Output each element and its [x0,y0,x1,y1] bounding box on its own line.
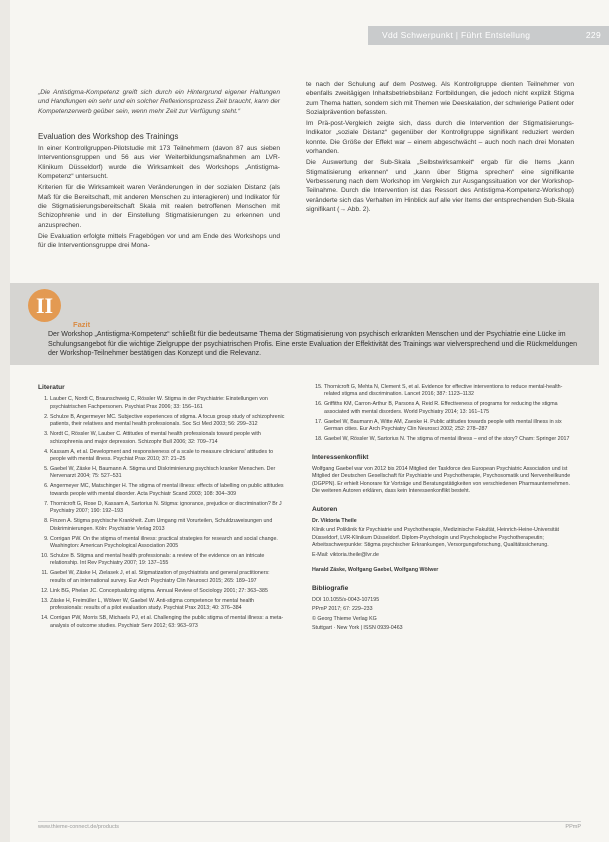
fazit-text: Der Workshop „Antistigma-Kompetenz“ schließt für die bedeutsame Thema der Stigmatisierung von psychisch erkrankten Menschen und der Psychiatrie eine Lücke im Schulungsangebot für die wichtige Zielgruppe der psychiatrischen Profis. Eine erste Evaluation der Effektivität des Trainings war vielversprechend und die Rückmeldungen der Workshop-Teilnehmer bestätigen das Konzept und die Relevanz. [48,331,578,358]
paragraph: Kriterien für die Wirksamkeit waren Veränderungen in der sozialen Distanz (als Maß für die Bereitschaft, mit anderen Menschen zu interagieren) und Indikator für die Stigmatisierungsbereitschaft Skala mit realen betroffenen Menschen mit Schizophrenie und in der Einstellung Stigmatisierungen zu erkennen und anzusprechen. [38,184,280,229]
bibliography-line: © Georg Thieme Verlag KG [312,615,377,622]
right-column [306,80,574,216]
reference-item: 11. Gaebel W, Zäske H, Zielasek J, et al. Stigmatization of psychiatrists and general practitioners: results of an international survey. Eur Arch Psychiatry Clin Neurosci 2015; 265: 189–197 [50,570,286,585]
bibliography-line: Stuttgart · New York | ISSN 0939-0463 [312,625,403,632]
paragraph: Die Auswertung der Sub-Skala „Selbstwirksamkeit“ ergab für die Items „kann Stigmatisierung erkennen“ und „kann über Stigma sprechen“ eine signifikante Verbesserung nach dem Workshop im Vergleich zur Ausgangssituation vor der Workshop-Teilnahme. Durch die Intervention ist das Ressort des Antistigma-Kompetenz-Workshop) veränderte sich das Verhalten im Hinblick auf alle vier Items der entsprechenden Sub-Skala signifikant (→ Abb. 2). [306,159,574,213]
literature-left [38,384,286,633]
reference-item: 10. Schulze B. Stigma and mental health professionals: a review of the evidence on an intricate relationship. Int Rev Psychiatry 2007; 19: 137–155 [50,553,286,568]
page-footer [38,821,581,833]
literature-right [312,384,574,635]
reference-item: 1. Lauber C, Nordt C, Braunschweig C, Rössler W. Stigma in der Psychiatrie: Einstellungen von psychiatrischen Fachpersonen. Psychiat Prax 2006; 33: 156–161 [50,396,286,411]
paragraph: te nach der Schulung auf dem Postweg. Als Kontrollgruppe dienten Teilnehmer von ebenfalls zweitägigen Inhaltsbetriebsbilanz Fortbildungen, die jedoch nicht explizit Stigma zum Thema hatten, sondern sich mit Themen wie Deeskalation, der schwierige Patient oder Sozialprävention befassten. [306,81,574,116]
page-number: 229 [585,30,601,40]
paragraph: Im Prä-post-Vergleich zeigte sich, dass durch die Intervention der Stigmatisierungs-Indikator „soziale Distanz“ gegenüber der Kontrollgruppe signifikant reduziert werden konnte. Die Größe der Effekt war – einem abgeschwächt – auch noch nach drei Monaten vorhanden. [306,120,574,156]
reference-item: 12. Link BG, Phelan JC. Conceptualizing stigma. Annual Review of Sociology 2001; 27: 363–385 [50,588,286,595]
reference-item: 4. Kassam A, et al. Development and responsiveness of a scale to measure clinicians' attitudes to people with mental illness. Psychiat Prax 2010; 37: 21–25 [50,449,286,464]
author-bio: Klinik und Poliklinik für Psychiatrie und Psychotherapie, Medizinische Fakultät, Heinrich-Heine-Universität Düsseldorf, LVR-Klinikum Düsseldorf. Diplom-Psychologin und Psychologische Psychotherapeutin; Arbeitsschwerpunkte: Stigma psychischer Erkrankungen, Versorgungsforschung, Qualitätssicherung. [312,527,560,549]
author-name: Dr. Viktoria Theile [312,518,357,525]
reference-item: 8. Finzen A. Stigma psychische Krankheit. Zum Umgang mit Vorurteilen, Schuldzuweisungen und Diskriminierungen. Köln: Psychiatrie Verlag 2013 [50,518,286,533]
reference-item: 13. Zäske H, Freimüller L, Wölwer W, Gaebel W. Anti-stigma competence for mental health professionals: results of a pilot evaluation study. Psychiat Prax 2013; 40: 376–384 [50,598,286,613]
reference-item: 15. Thornicroft G, Mehta N, Clement S, et al. Evidence for effective interventions to reduce mental-health-related stigma and discrimination. Lancet 2016; 387: 1123–1132 [324,384,574,399]
fazit-label: Fazit [73,320,91,329]
footer-journal: PPmP [565,824,581,830]
coauthors: Harald Zäske, Wolfgang Gaebel, Wolfgang Wölwer [312,567,439,574]
reference-item: 6. Angermeyer MC, Matschinger H. The stigma of mental illness: effects of labelling on public attitudes towards people with mental disorder. Acta Psychiatr Scand 2003; 108: 304–309 [50,483,286,498]
authors-heading: Autoren [312,505,338,513]
paragraph: In einer Kontrollgruppen-Pilotstudie mit 173 Teilnehmern (davon 87 aus sieben Interventionsgruppen und 56 aus vier Weiterbildungsmaßnahmen am LVR-Klinikum Düsseldorf) wurde die Wirksamkeit des Workshops „Antistigma-Kompetenz“ untersucht. [38,145,280,181]
reference-list [38,396,286,630]
quote-text: „Die Antistigma-Kompetenz greift sich durch ein Hintergrund eigener Haltungen und Handlungen ein sehr und ein solcher Reflexionsprozess Zeit braucht, kann der Kompetenzerwerb geüber sein, wenn mehr Zeit zur Verfügung steht.“ [38,89,280,115]
reference-item: 7. Thornicroft G, Rose D, Kassam A, Sartorius N. Stigma: ignorance, prejudice or discrimination? Br J Psychiatry 2007; 190: 192–193 [50,501,286,516]
header-title: Vdd Schwerpunkt | Führt Entstellung [382,30,531,40]
conflict-heading: Interessenkonflikt [312,453,369,461]
section-title: Evaluation des Workshop des Trainings [38,131,179,141]
reference-item: 14. Corrigan PW, Morris SB, Michaels PJ, et al. Challenging the public stigma of mental illness: a meta-analysis of outcome studies. Psychiatr Serv 2012; 63: 963–973 [50,615,286,630]
author-email[interactable]: E-Mail: viktoria.theile@lvr.de [312,551,379,558]
running-header [368,26,609,45]
reference-item: 5. Gaebel W, Zäske H, Baumann A. Stigma und Diskriminierung psychisch kranker Menschen. Der Nervenarzt 2004; 75: 527–531 [50,466,286,481]
fazit-icon: II [28,289,61,322]
bibliography-heading: Bibliografie [312,584,349,592]
reference-item: 3. Nordt C, Rössler W, Lauber C. Attitudes of mental health professionals toward people with schizophrenia and major depression. Schizophr Bull 2006; 32: 709–714 [50,431,286,446]
reference-item: 16. Griffiths KM, Carron-Arthur B, Parsons A, Reid R. Effectiveness of programs for reducing the stigma associated with mental disorders. World Psychiatry 2014; 13: 161–175 [324,401,574,416]
bibliography-line: DOI 10.1055/s-0043-107195 [312,596,380,603]
paragraph: Die Evaluation erfolgte mittels Fragebögen vor und am Ende des Workshops und für die Interventionsgruppe drei Mona- [38,232,280,250]
bibliography-line: PPmP 2017; 67: 229–233 [312,606,373,613]
reference-item: 18. Gaebel W, Rössler W, Sartorius N. The stigma of mental illness – end of the story? Cham: Springer 2017 [324,436,574,443]
left-column [38,88,280,252]
reference-item: 9. Corrigan PW. On the stigma of mental illness: practical strategies for research and social change. Washington: American Psychological Association 2005 [50,536,286,551]
reference-list-continued [312,384,574,444]
reference-item: 2. Schulze B, Angermeyer MC. Subjective experiences of stigma. A focus group study of schizophrenic patients, their relatives and mental health professionals. Soc Sci Med 2003; 56: 299–312 [50,414,286,429]
reference-item: 17. Gaebel W, Baumann A, Witte AM, Zaeske H. Public attitudes towards people with mental illness in six German cities. Eur Arch Psychiatry Clin Neurosci 2002; 252: 278–287 [324,419,574,434]
literature-heading: Literatur [38,384,65,391]
conflict-text: Wolfgang Gaebel war von 2012 bis 2014 Mitglied der Taskforce des European Psychiatric Association und ist Mitglied der Deutschen Gesellschaft für Psychiatrie und Psychotherapie, Psychosomatik und Nervenheilkunde (DGPPN). Er erhielt Honorare für Vorträge und Beratungstätigkeiten von verschiedenen Pharmaunternehmen. Die weiteren Autoren erklären, dass kein Interessenkonflikt besteht. [312,466,571,495]
footer-url[interactable]: www.thieme-connect.de/products [38,824,120,830]
